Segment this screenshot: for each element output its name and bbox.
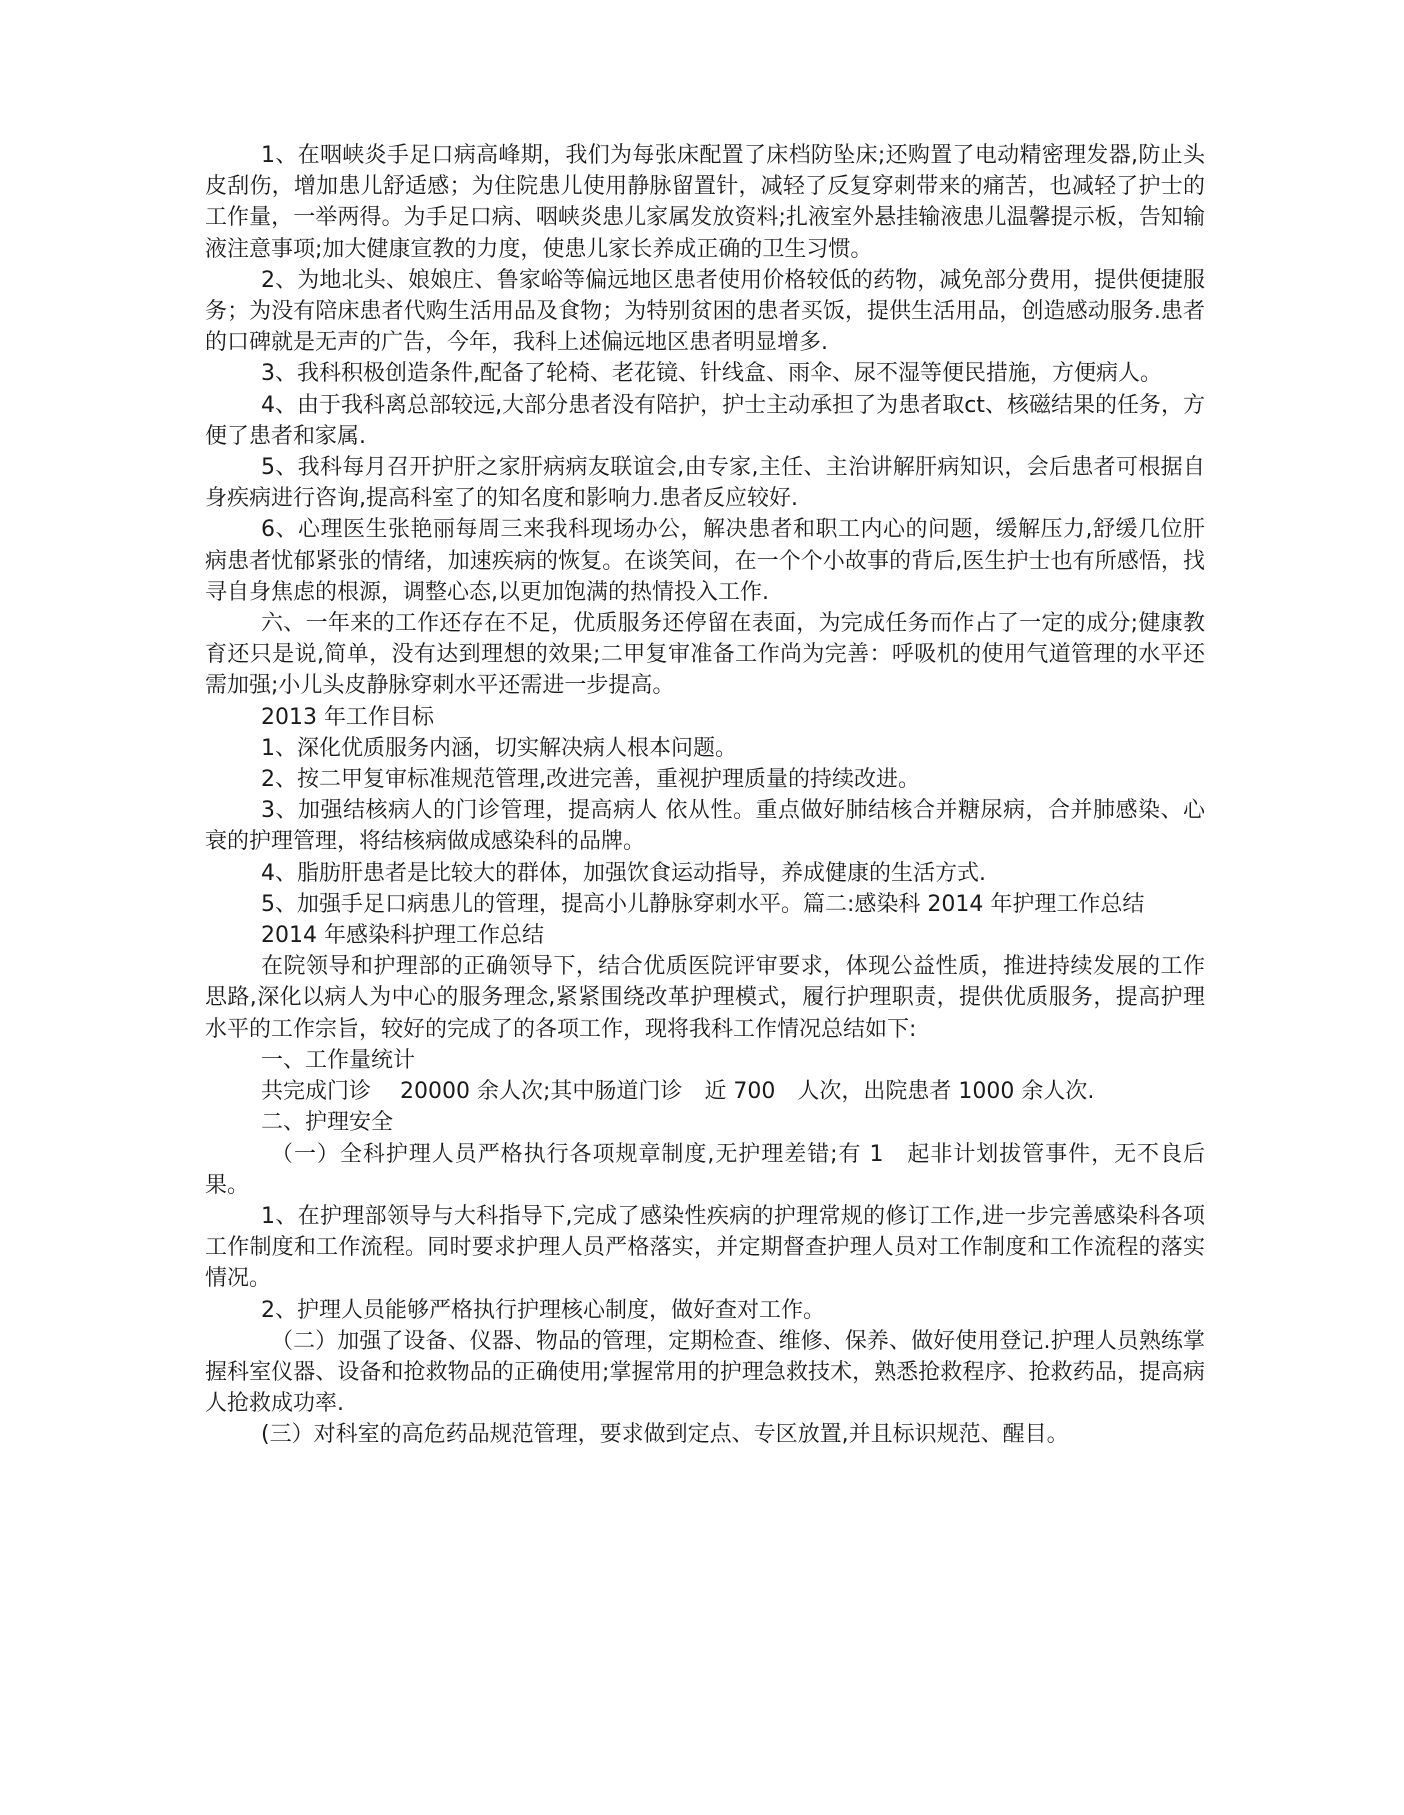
safety-item-3: (三）对科室的高危药品规范管理，要求做到定点、专区放置,并且标识规范、醒目。	[261, 1422, 1069, 1448]
goal-1: 1、深化优质服务内涵，切实解决病人根本问题。	[261, 735, 737, 761]
paragraph-6: 6、心理医生张艳丽每周三来我科现场办公，解决患者和职工内心的问题，缓解压力,舒缓几位肝病患者忧郁紧张的情绪，加速疾病的恢复。在谈笑间，在一个个小故事的背后,医生护士也有所感悟，找寻自身焦虑的根源，调整心态,以更加饱满的热情投入工作.	[205, 517, 1205, 605]
goal-4: 4、脂肪肝患者是比较大的群体，加强饮食运动指导，养成健康的生活方式.	[261, 860, 986, 886]
paragraph-1: 1、在咽峡炎手足口病高峰期，我们为每张床配置了床档防坠床;还购置了电动精密理发器,防止头皮刮伤，增加患儿舒适感；为住院患儿使用静脉留置针，减轻了反复穿刺带来的痛苦，也减轻了护士的工作量，一举两得。为手足口病、咽峡炎患儿家属发放资料;扎液室外悬挂输液患儿温馨提示板，告知输液注意事项;加大健康宣教的力度，使患儿家长养成正确的卫生习惯。	[205, 143, 1205, 262]
section-safety-heading: 二、护理安全	[261, 1110, 394, 1136]
safety-item-2: （二）加强了设备、仪器、物品的管理，定期检查、维修、保养、做好使用登记.护理人员熟练掌握科室仪器、设备和抢救物品的正确使用;掌握常用的护理急救技术，熟悉抢救程序、抢救药品，提高病人抢救成功率.	[205, 1328, 1205, 1417]
workload-stats: 共完成门诊 20000 余人次;其中肠道门诊 近 700 人次，出院患者 1000 余人次.	[261, 1079, 1095, 1105]
heading-2013-goals: 2013 年工作目标	[261, 704, 434, 730]
safety-sub-1: 1、在护理部领导与大科指导下,完成了感染性疾病的护理常规的修订工作,进一步完善感染科各项工作制度和工作流程。同时要求护理人员严格落实，并定期督查护理人员对工作制度和工作流程的落实情况。	[205, 1203, 1205, 1292]
intro-paragraph: 在院领导和护理部的正确领导下，结合优质医院评审要求，体现公益性质，推进持续发展的工作思路,深化以病人为中心的服务理念,紧紧围绕改革护理模式，履行护理职责，提供优质服务，提高护理水平的工作宗旨，较好的完成了的各项工作，现将我科工作情况总结如下:	[205, 954, 1205, 1042]
safety-sub-2: 2、护理人员能够严格执行护理核心制度，做好查对工作。	[261, 1297, 825, 1323]
section-workload-heading: 一、工作量统计	[261, 1047, 416, 1073]
goal-2: 2、按二甲复审标准规范管理,改进完善，重视护理质量的持续改进。	[261, 767, 920, 793]
paragraph-2: 2、为地北头、娘娘庄、鲁家峪等偏远地区患者使用价格较低的药物，减免部分费用，提供便捷服务；为没有陪床患者代购生活用品及食物；为特别贫困的患者买饭，提供生活用品，创造感动服务.患者的口碑就是无声的广告，今年，我科上述偏远地区患者明显增多.	[205, 267, 1205, 356]
paragraph-3: 3、我科积极创造条件,配备了轮椅、老花镜、针线盒、雨伞、尿不湿等便民措施，方便病人。	[261, 361, 1162, 387]
paragraph-shortcomings: 六、一年来的工作还存在不足，优质服务还停留在表面，为完成任务而作占了一定的成分;健康教育还只是说,简单，没有达到理想的效果;二甲复审准备工作尚为完善：呼吸机的使用气道管理的水平还需加强;小儿头皮静脉穿刺水平还需进一步提高。	[205, 611, 1205, 699]
goal-3: 3、加强结核病人的门诊管理，提高病人 依从性。重点做好肺结核合并糖尿病，合并肺感染、心衰的护理管理，将结核病做成感染科的品牌。	[205, 798, 1205, 855]
safety-item-1: （一）全科护理人员严格执行各项规章制度,无护理差错;有 1 起非计划拔管事件，无不良后果。	[205, 1141, 1205, 1198]
paragraph-5: 5、我科每月召开护肝之家肝病病友联谊会,由专家,主任、主治讲解肝病知识，会后患者可根据自身疾病进行咨询,提高科室了的知名度和影响力.患者反应较好.	[205, 455, 1205, 512]
paragraph-4: 4、由于我科离总部较远,大部分患者没有陪护，护士主动承担了为患者取ct、核磁结果的任务，方便了患者和家属.	[205, 392, 1205, 449]
goal-5: 5、加强手足口病患儿的管理，提高小儿静脉穿刺水平。篇二:感染科 2014 年护理工作总结	[261, 891, 1145, 917]
heading-2014-summary: 2014 年感染科护理工作总结	[261, 923, 544, 949]
document-body	[205, 140, 1205, 1451]
